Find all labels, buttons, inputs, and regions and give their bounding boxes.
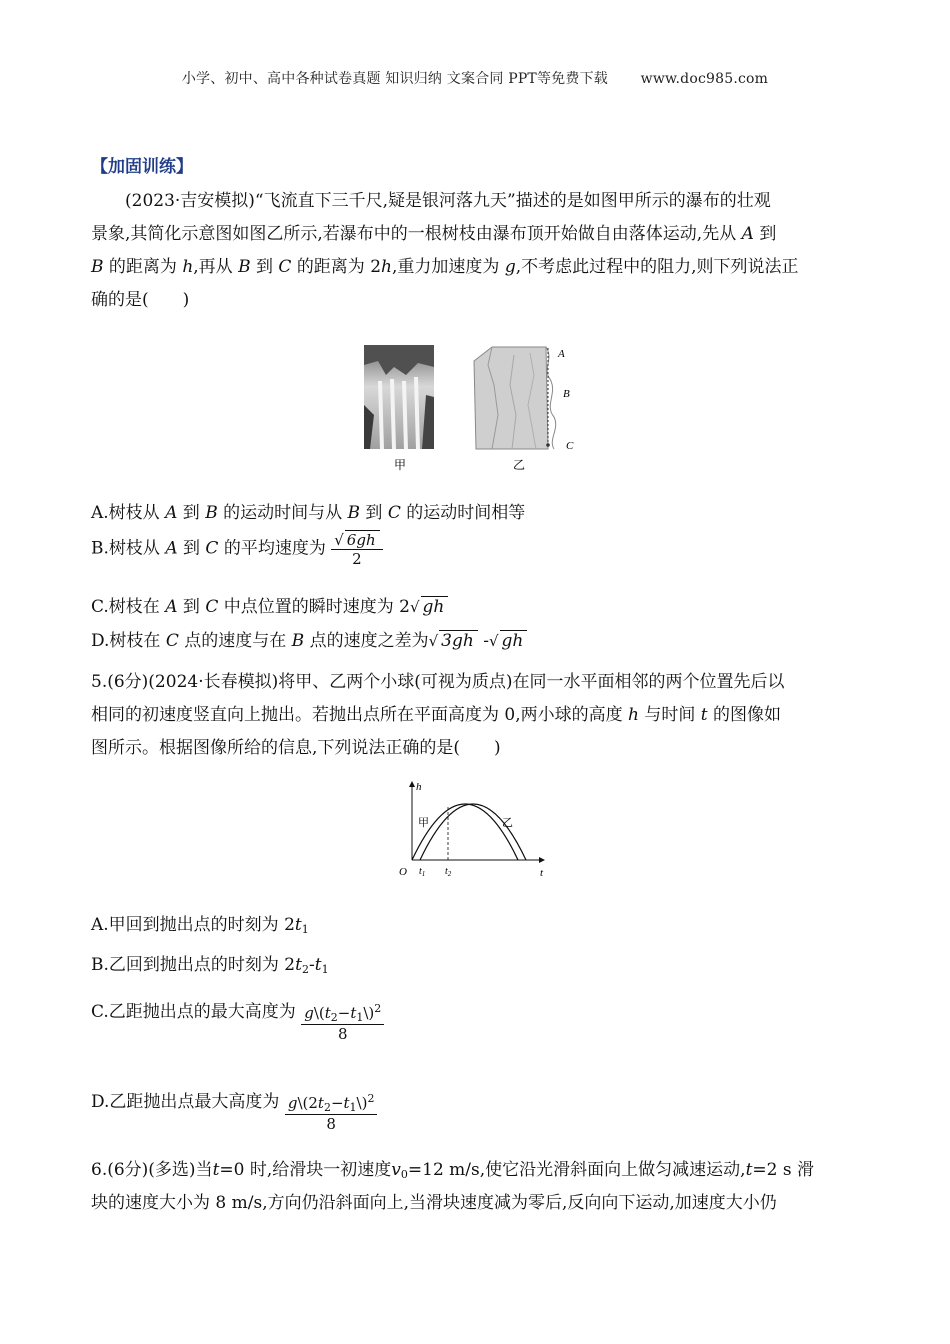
waterfall-photo-and-diagram (364, 345, 594, 475)
ht-graph (396, 778, 556, 878)
caption-jia: 甲 (394, 458, 407, 472)
caption-yi: 乙 (513, 458, 526, 472)
q4-line-2: 景象,其简化示意图如图乙所示,若瀑布中的一根树枝由瀑布顶开始做自由落体运动,先从 A 到 (91, 224, 777, 244)
waterfall-figure (364, 345, 594, 475)
label-a: A (558, 348, 565, 360)
q4-option-a: A.树枝从 A 到 B 的运动时间与从 B 到 C 的运动时间相等 (91, 503, 526, 523)
header-site: www.doc985.com (640, 71, 769, 87)
q4-option-d: D.树枝在 C 点的速度与在 B 点的速度之差为√ 3gh -√ gh (91, 626, 527, 651)
q5-option-d: D.乙距抛出点最大高度为 $\frac{g\backslash(2t_2-t_1\backslash)^2}{8}$ (91, 1082, 377, 1123)
q5-c-fraction: $\frac{g\backslash(t_2-t_1\backslash)^2}{8}$ (301, 1002, 384, 1043)
q4-option-c: C.树枝在 A 到 C 中点位置的瞬时速度为 2√ gh (91, 592, 448, 617)
page-header (0, 68, 950, 88)
q6-line-1: 6.(6分)(多选)当t=0 时,给滑块一初速度$v_0=12$ m/s,使它沿光滑斜面向上做匀减速运动,t=2 s 滑 (91, 1160, 815, 1181)
y-label: h (416, 781, 422, 793)
origin-label: O (399, 866, 407, 878)
q5-line-1: 5.(6分)(2024·长春模拟)将甲、乙两个小球(可视为质点)在同一水平面相邻的两个位置先后以 (91, 672, 785, 692)
waterfall-diagram (474, 347, 548, 449)
header-text: 小学、初中、高中各种试卷真题 知识归纳 文案合同 PPT等免费下载 (181, 71, 608, 87)
q4-option-b: B.树枝从 A 到 C 的平均速度为 $\frac{√ 6gh}{2}$ (91, 530, 383, 568)
curve-yi (420, 804, 526, 860)
q5-line-3: 图所示。根据图像所给的信息,下列说法正确的是( ) (91, 738, 501, 758)
curve-yi-label: 乙 (502, 816, 513, 829)
label-b: B (563, 388, 570, 400)
section-title: 【加固训练】 (91, 157, 193, 177)
x-label: t (540, 867, 544, 878)
label-c: C (566, 440, 574, 452)
q5-line-2: 相同的初速度竖直向上抛出。若抛出点所在平面高度为 0,两小球的高度 h 与时间 t 的图像如 (91, 705, 782, 725)
ht-graph-svg (396, 778, 556, 878)
q4-line-3: B 的距离为 h,再从 B 到 C 的距离为 2h,重力加速度为 g,不考虑此过程中的阻力,则下列说法正 (91, 257, 799, 277)
q4-line-4: 确的是( ) (91, 290, 190, 310)
tick-t2: $t_2$ (445, 866, 452, 878)
tick-t1: $t_1$ (419, 866, 426, 878)
q5-option-c: C.乙距抛出点的最大高度为 $\frac{g\backslash(t_2-t_1\backslash)^2}{8}$ (91, 992, 384, 1033)
q6-line-2: 块的速度大小为 8 m/s,方向仍沿斜面向上,当滑块速度减为零后,反向向下运动,加速度大小仍 (91, 1193, 777, 1213)
q5-d-fraction: $\frac{g\backslash(2t_2-t_1\backslash)^2}{8}$ (285, 1092, 378, 1133)
q4-line-1: (2023·吉安模拟)“飞流直下三千尺,疑是银河落九天”描述的是如图甲所示的瀑布的壮观 (125, 191, 771, 211)
q5-option-a: A.甲回到抛出点的时刻为 $2t_1$ (91, 915, 309, 936)
q5-option-b: B.乙回到抛出点的时刻为 $2t_2-t_1$ (91, 955, 329, 976)
q4-b-fraction: $\frac{√ 6gh}{2}$ (331, 530, 382, 568)
curve-jia-label: 甲 (418, 816, 429, 829)
curve-jia (412, 804, 518, 860)
